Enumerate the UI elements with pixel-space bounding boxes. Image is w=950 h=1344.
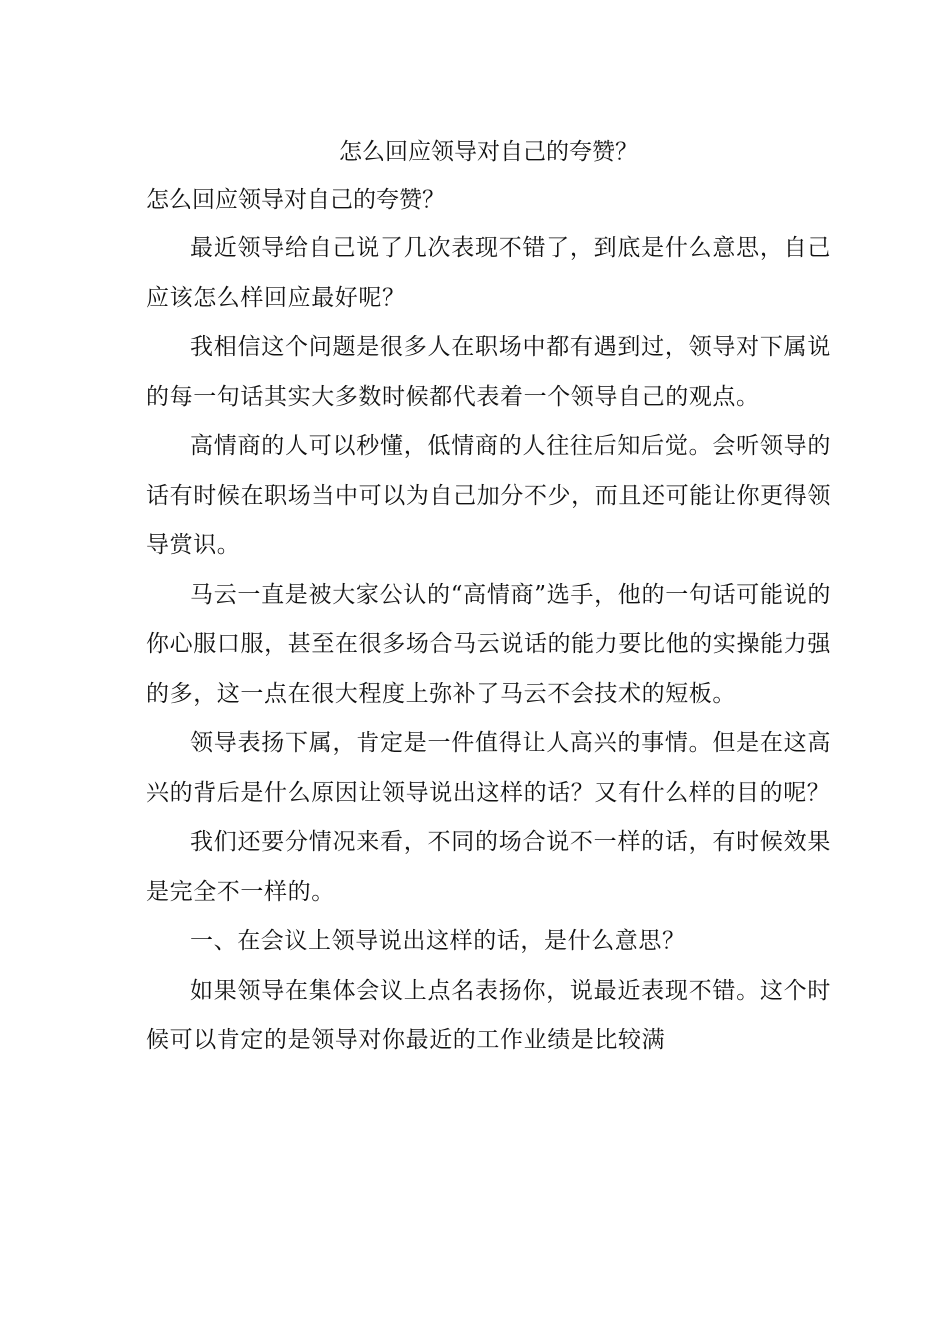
paragraph: 最近领导给自己说了几次表现不错了，到底是什么意思，自己应该怎么样回应最好呢？	[146, 235, 831, 311]
paragraph: 马云一直是被大家公认的“高情商”选手，他的一句话可能说的你心服口服，甚至在很多场合马云说话的能力要比他的实操能力强的多，这一点在很大程度上弥补了马云不会技术的短板。	[146, 581, 831, 707]
document-title: 怎么回应领导对自己的夸赞？	[339, 139, 638, 165]
paragraph: 我相信这个问题是很多人在职场中都有遇到过，领导对下属说的每一句话其实大多数时候都代表着一个领导自己的观点。	[146, 334, 831, 410]
paragraph: 领导表扬下属，肯定是一件值得让人高兴的事情。但是在这高兴的背后是什么原因让领导说出这样的话？又有什么样的目的呢？	[146, 730, 831, 806]
paragraph: 如果领导在集体会议上点名表扬你，说最近表现不错。这个时候可以肯定的是领导对你最近的工作业绩是比较满	[146, 977, 831, 1053]
document-body	[146, 128, 831, 1066]
document-subtitle: 怎么回应领导对自己的夸赞？	[146, 187, 445, 213]
paragraph: 我们还要分情况来看，不同的场合说不一样的话，有时候效果是完全不一样的。	[146, 829, 831, 905]
section-heading: 一、在会议上领导说出这样的话，是什么意思？	[190, 928, 686, 954]
paragraph: 高情商的人可以秒懂，低情商的人往往后知后觉。会听领导的话有时候在职场当中可以为自己加分不少，而且还可能让你更得领导赏识。	[146, 433, 831, 558]
